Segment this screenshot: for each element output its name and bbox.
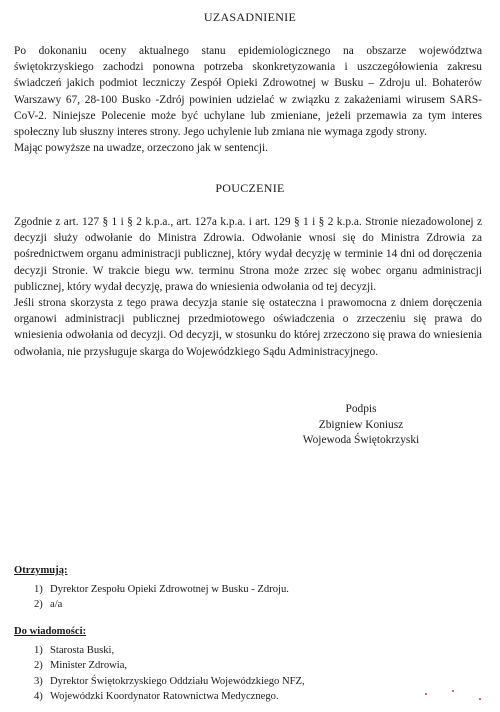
- ink-speck: [452, 690, 454, 692]
- list-item: 1) Dyrektor Zespołu Opieki Zdrowotnej w Busku - Zdroju.: [34, 583, 289, 595]
- uzasadnienie-heading: UZASADNIENIE: [203, 10, 297, 24]
- pouczenie-body: [14, 214, 482, 360]
- pouczenie-paragraph-2: Jeśli strona skorzysta z tego prawa decyzja stanie się ostateczna i prawomocna z dniem doręczenia organowi administracji publicznej przedmiotowego oświadczenia o zrzeczeniu się prawa do wniesienia odwołania od decyzji. Od decyzji, w stosunku do której zrzeczono się prawa do wniesienia odwołania, nie przysługuje skarga do Wojewódzkiego Sądu Administracyjnego.: [14, 297, 482, 358]
- do-wiadomosci-heading: Do wiadomości:: [14, 626, 87, 637]
- pouczenie-heading: POUCZENIE: [215, 181, 285, 195]
- ink-speck: [479, 698, 481, 700]
- list-item: 3) Dyrektor Świętokrzyskiego Oddziału Wojewódzkiego NFZ,: [34, 675, 305, 687]
- signature-label: Podpis: [345, 403, 377, 415]
- uzasadnienie-paragraph-2: Mając powyższe na uwadze, orzeczono jak w sentencji.: [14, 142, 268, 155]
- signature-title: Wojewoda Świętokrzyski: [302, 434, 420, 446]
- signature-block: [286, 402, 436, 449]
- otrzymuja-section: [14, 563, 454, 613]
- signature-name: Zbigniew Koniusz: [318, 418, 404, 431]
- do-wiadomosci-list: [14, 643, 454, 705]
- do-wiadomosci-section: [14, 624, 454, 705]
- uzasadnienie-body: [14, 43, 482, 156]
- pouczenie-paragraph-1: Zgodnie z art. 127 § 1 i § 2 k.p.a., art. 127a k.p.a. i art. 129 § 1 i § 2 k.p.a. Stronie niezadowolonej z decyzji służy odwołanie do Ministra Zdrowia. Odwołanie wnosi się do Ministra Zdrowia za pośrednictwem organu administracji publicznej, który wydał decyzję w terminie 14 dni od doręczenia decyzji Stronie. W trakcie biegu ww. terminu Strona może zrzec się wobec organu administracji publicznej, który wydał decyzję, prawa do wniesienia odwołania od tej decyzji.: [14, 216, 482, 293]
- ink-speck: [425, 693, 427, 695]
- list-item: 2) Minister Zdrowia,: [34, 660, 128, 671]
- uzasadnienie-paragraph-1: Po dokonaniu oceny aktualnego stanu epidemiologicznego na obszarze województwa świętokrzyskiego zachodzi ponowna potrzeba skonkretyzowania i uszczegółowienia zakresu świadczeń jakich podmiot leczniczy Zespół Opieki Zdrowotnej w Busku – Zdroju ul. Bohaterów Warszawy 67, 28-100 Busko -Zdrój powinien udzielać w związku z zakażeniami wirusem SARS-CoV-2. Niniejsze Polecenie może być uchylane lub zmieniane, jeżeli przemawia za tym interes społeczny lub słuszny interes strony. Jego uchylenie lub zmiana nie wymaga zgody strony.: [14, 45, 482, 139]
- otrzymuja-heading: Otrzymują:: [14, 565, 68, 576]
- otrzymuja-list: [14, 582, 454, 613]
- list-item: 2) a/a: [34, 599, 63, 610]
- list-item: 4) Wojewódzki Koordynator Ratownictwa Medycznego.: [34, 691, 279, 702]
- list-item: 1) Starosta Buski,: [34, 644, 115, 656]
